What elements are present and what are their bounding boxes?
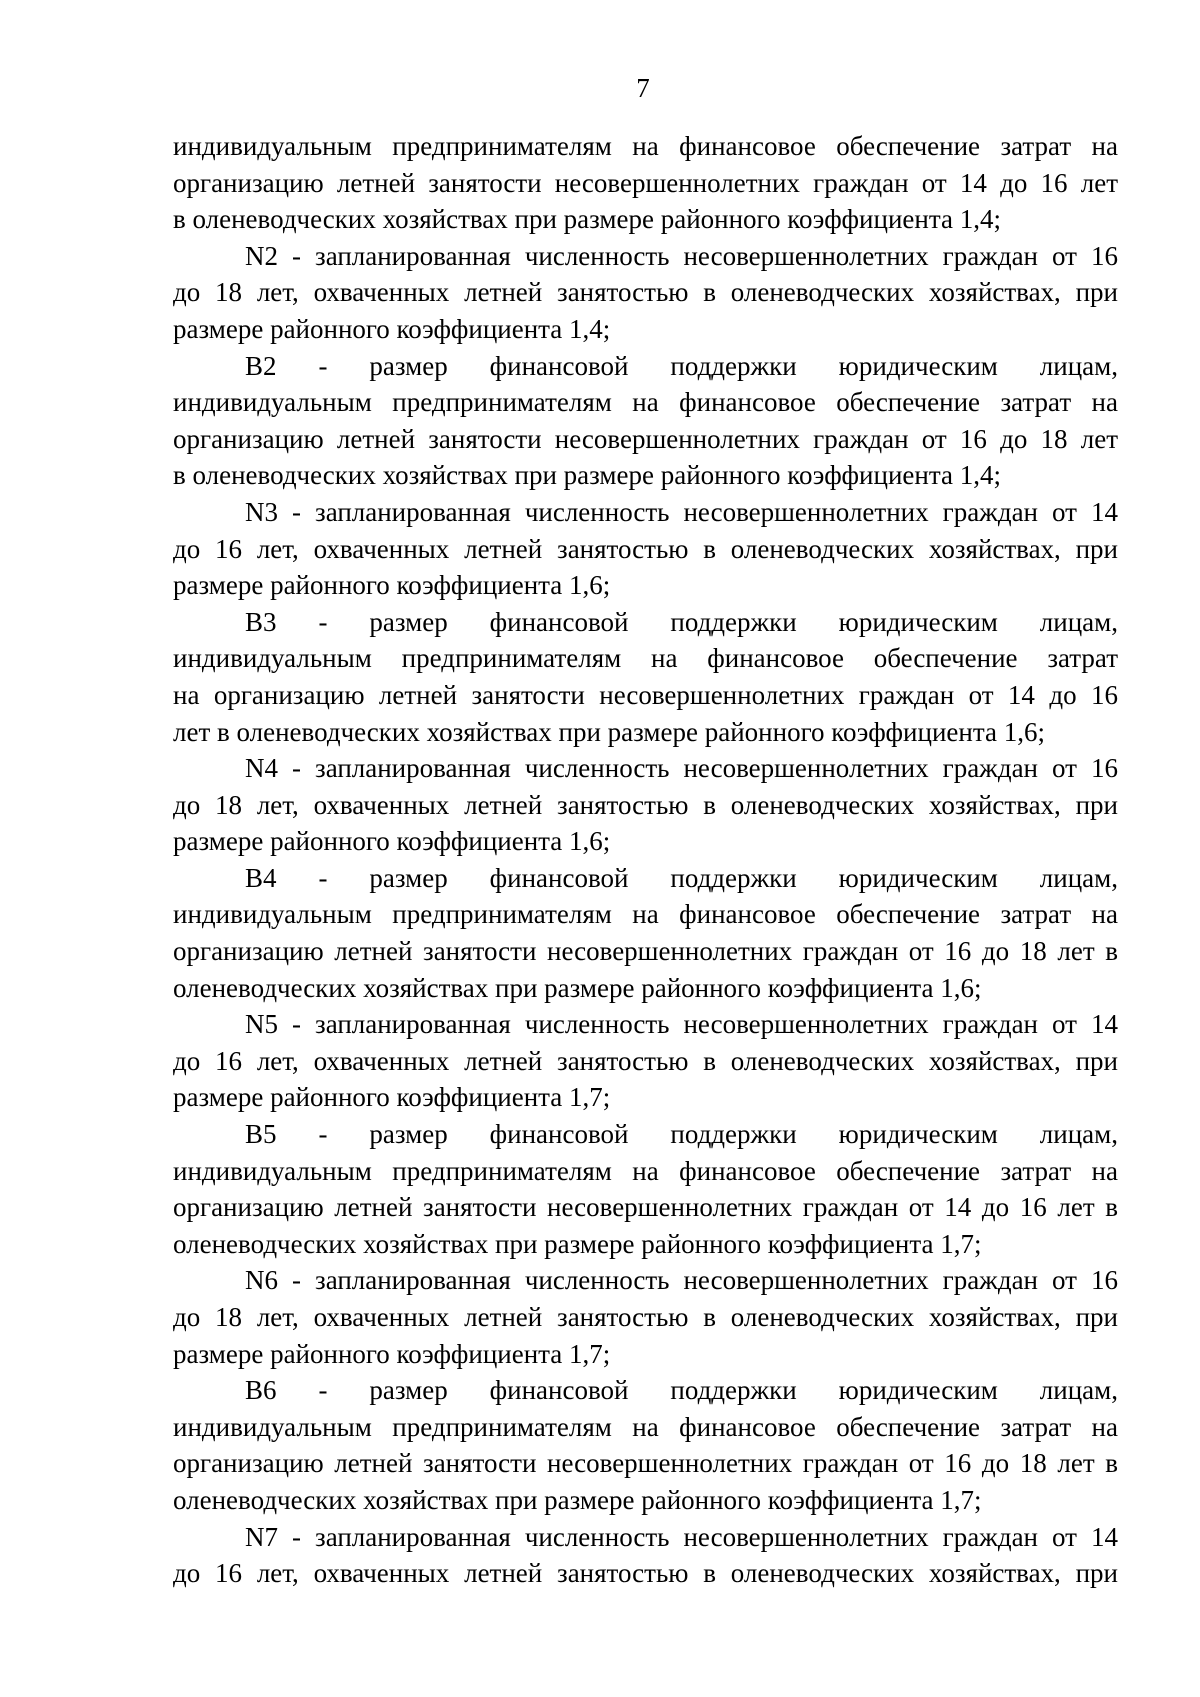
text-line: N3 - запланированная численность несовершеннолетних граждан от 14 — [245, 496, 1118, 527]
text-line: индивидуальным предпринимателям на финансовое обеспечение затрат на — [173, 899, 1118, 930]
text-line: N7 - запланированная численность несовершеннолетних граждан от 14 — [245, 1521, 1118, 1552]
text-line: до 18 лет, охваченных летней занятостью в оленеводческих хозяйствах, при — [173, 789, 1118, 820]
text-line: индивидуальным предпринимателям на финансовое обеспечение затрат на — [173, 1411, 1118, 1442]
text-line: B5 - размер финансовой поддержки юридическим лицам, — [245, 1119, 1118, 1150]
text-line: B4 - размер финансовой поддержки юридическим лицам, — [245, 862, 1118, 893]
text-line: индивидуальным предпринимателям на финансовое обеспечение затрат — [173, 643, 1118, 674]
text-line: B3 - размер финансовой поддержки юридическим лицам, — [245, 606, 1118, 637]
text-line: организацию летней занятости несовершеннолетних граждан от 16 до 18 лет — [173, 423, 1118, 454]
text-line: размере районного коэффициента 1,6; — [173, 570, 611, 601]
page-number: 7 — [636, 73, 650, 103]
text-line: организацию летней занятости несовершеннолетних граждан от 16 до 18 лет в — [173, 1448, 1118, 1479]
text-line: организацию летней занятости несовершеннолетних граждан от 16 до 18 лет в — [173, 936, 1118, 967]
text-line: N2 - запланированная численность несовершеннолетних граждан от 16 — [245, 240, 1118, 271]
text-line: до 16 лет, охваченных летней занятостью в оленеводческих хозяйствах, при — [173, 533, 1118, 564]
text-line: оленеводческих хозяйствах при размере районного коэффициента 1,7; — [173, 1484, 982, 1515]
text-line: индивидуальным предпринимателям на финансовое обеспечение затрат на — [173, 387, 1118, 418]
text-line: размере районного коэффициента 1,4; — [173, 313, 611, 344]
text-line: в оленеводческих хозяйствах при размере районного коэффициента 1,4; — [173, 204, 1001, 235]
text-line: организацию летней занятости несовершеннолетних граждан от 14 до 16 лет в — [173, 1192, 1118, 1223]
text-line: индивидуальным предпринимателям на финансовое обеспечение затрат на — [173, 131, 1118, 161]
text-line: до 18 лет, охваченных летней занятостью в оленеводческих хозяйствах, при — [173, 277, 1118, 308]
text-line: оленеводческих хозяйствах при размере районного коэффициента 1,7; — [173, 1228, 982, 1259]
text-line: B6 - размер финансовой поддержки юридическим лицам, — [245, 1375, 1118, 1406]
text-line: организацию летней занятости несовершеннолетних граждан от 14 до 16 лет — [173, 167, 1118, 198]
text-line: N6 - запланированная численность несовершеннолетних граждан от 16 — [245, 1265, 1118, 1296]
text-line: N4 - запланированная численность несовершеннолетних граждан от 16 — [245, 753, 1118, 784]
text-line: лет в оленеводческих хозяйствах при размере районного коэффициента 1,6; — [173, 716, 1045, 747]
text-line: B2 - размер финансовой поддержки юридическим лицам, — [245, 350, 1118, 381]
document-body — [173, 128, 1118, 1592]
text-line: оленеводческих хозяйствах при размере районного коэффициента 1,6; — [173, 972, 982, 1003]
text-line: до 18 лет, охваченных летней занятостью в оленеводческих хозяйствах, при — [173, 1302, 1118, 1332]
text-line: до 16 лет, охваченных летней занятостью в оленеводческих хозяйствах, при — [173, 1045, 1118, 1076]
text-line: индивидуальным предпринимателям на финансовое обеспечение затрат на — [173, 1155, 1118, 1186]
text-line: размере районного коэффициента 1,6; — [173, 826, 611, 857]
text-line: до 16 лет, охваченных летней занятостью в оленеводческих хозяйствах, при — [173, 1558, 1118, 1589]
text-line: размере районного коэффициента 1,7; — [173, 1338, 611, 1369]
text-line: на организацию летней занятости несовершеннолетних граждан от 14 до 16 — [173, 679, 1118, 710]
text-line: в оленеводческих хозяйствах при размере районного коэффициента 1,4; — [173, 460, 1001, 491]
text-line: размере районного коэффициента 1,7; — [173, 1082, 611, 1113]
text-line: N5 - запланированная численность несовершеннолетних граждан от 14 — [245, 1009, 1118, 1040]
